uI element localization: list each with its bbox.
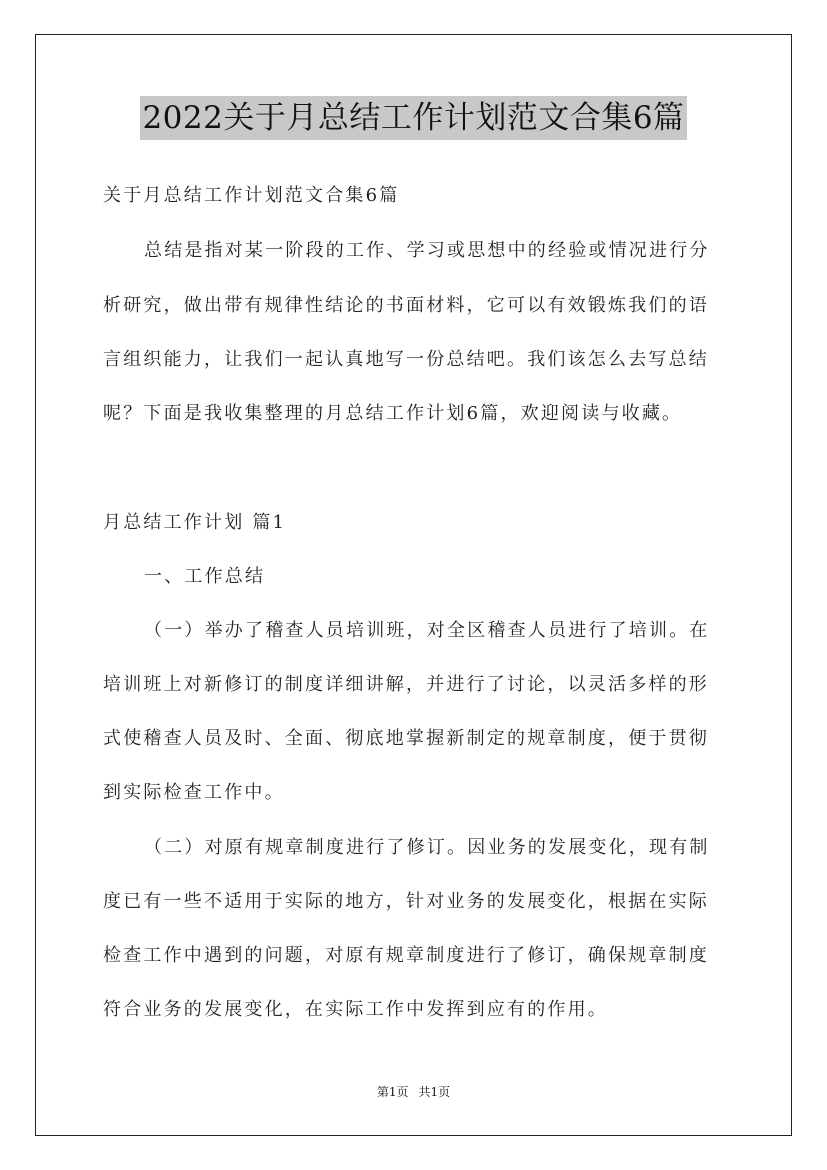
paragraph-line: 符合业务的发展变化，在实际工作中发挥到应有的作用。: [103, 999, 608, 1020]
paragraph-line: 培训班上对新修订的制度详细讲解，并进行了讨论，以灵活多样的形: [103, 674, 709, 695]
sub-heading: 一、工作总结: [144, 566, 266, 587]
paragraph-line: （二）对原有规章制度进行了修订。因业务的发展变化，现有制: [144, 837, 710, 858]
paragraph-line: 度已有一些不适用于实际的地方，针对业务的发展变化，根据在实际: [103, 891, 709, 912]
intro-line: 呢？下面是我收集整理的月总结工作计划6篇，欢迎阅读与收藏。: [103, 403, 683, 424]
paragraph-line: 检查工作中遇到的问题，对原有规章制度进行了修订，确保规章制度: [103, 945, 709, 966]
intro-line: 总结是指对某一阶段的工作、学习或思想中的经验或情况进行分: [144, 240, 710, 261]
paragraph-line: （一）举办了稽查人员培训班，对全区稽查人员进行了培训。在: [144, 620, 710, 641]
section-heading: 月总结工作计划 篇1: [103, 512, 287, 533]
document-title: 2022关于月总结工作计划范文合集6篇: [140, 96, 686, 140]
document-subtitle: 关于月总结工作计划范文合集6篇: [103, 185, 400, 206]
page-footer: [0, 1083, 827, 1100]
paragraph-line: 式使稽查人员及时、全面、彻底地掌握新制定的规章制度，便于贯彻: [103, 728, 709, 749]
title-container: [0, 96, 827, 140]
page-total: 共1页: [418, 1085, 451, 1099]
paragraph-line: 到实际检查工作中。: [103, 782, 285, 803]
page-number: 第1页: [376, 1085, 409, 1099]
intro-line: 析研究，做出带有规律性结论的书面材料，它可以有效锻炼我们的语: [103, 295, 709, 316]
intro-line: 言组织能力，让我们一起认真地写一份总结吧。我们该怎么去写总结: [103, 349, 709, 370]
